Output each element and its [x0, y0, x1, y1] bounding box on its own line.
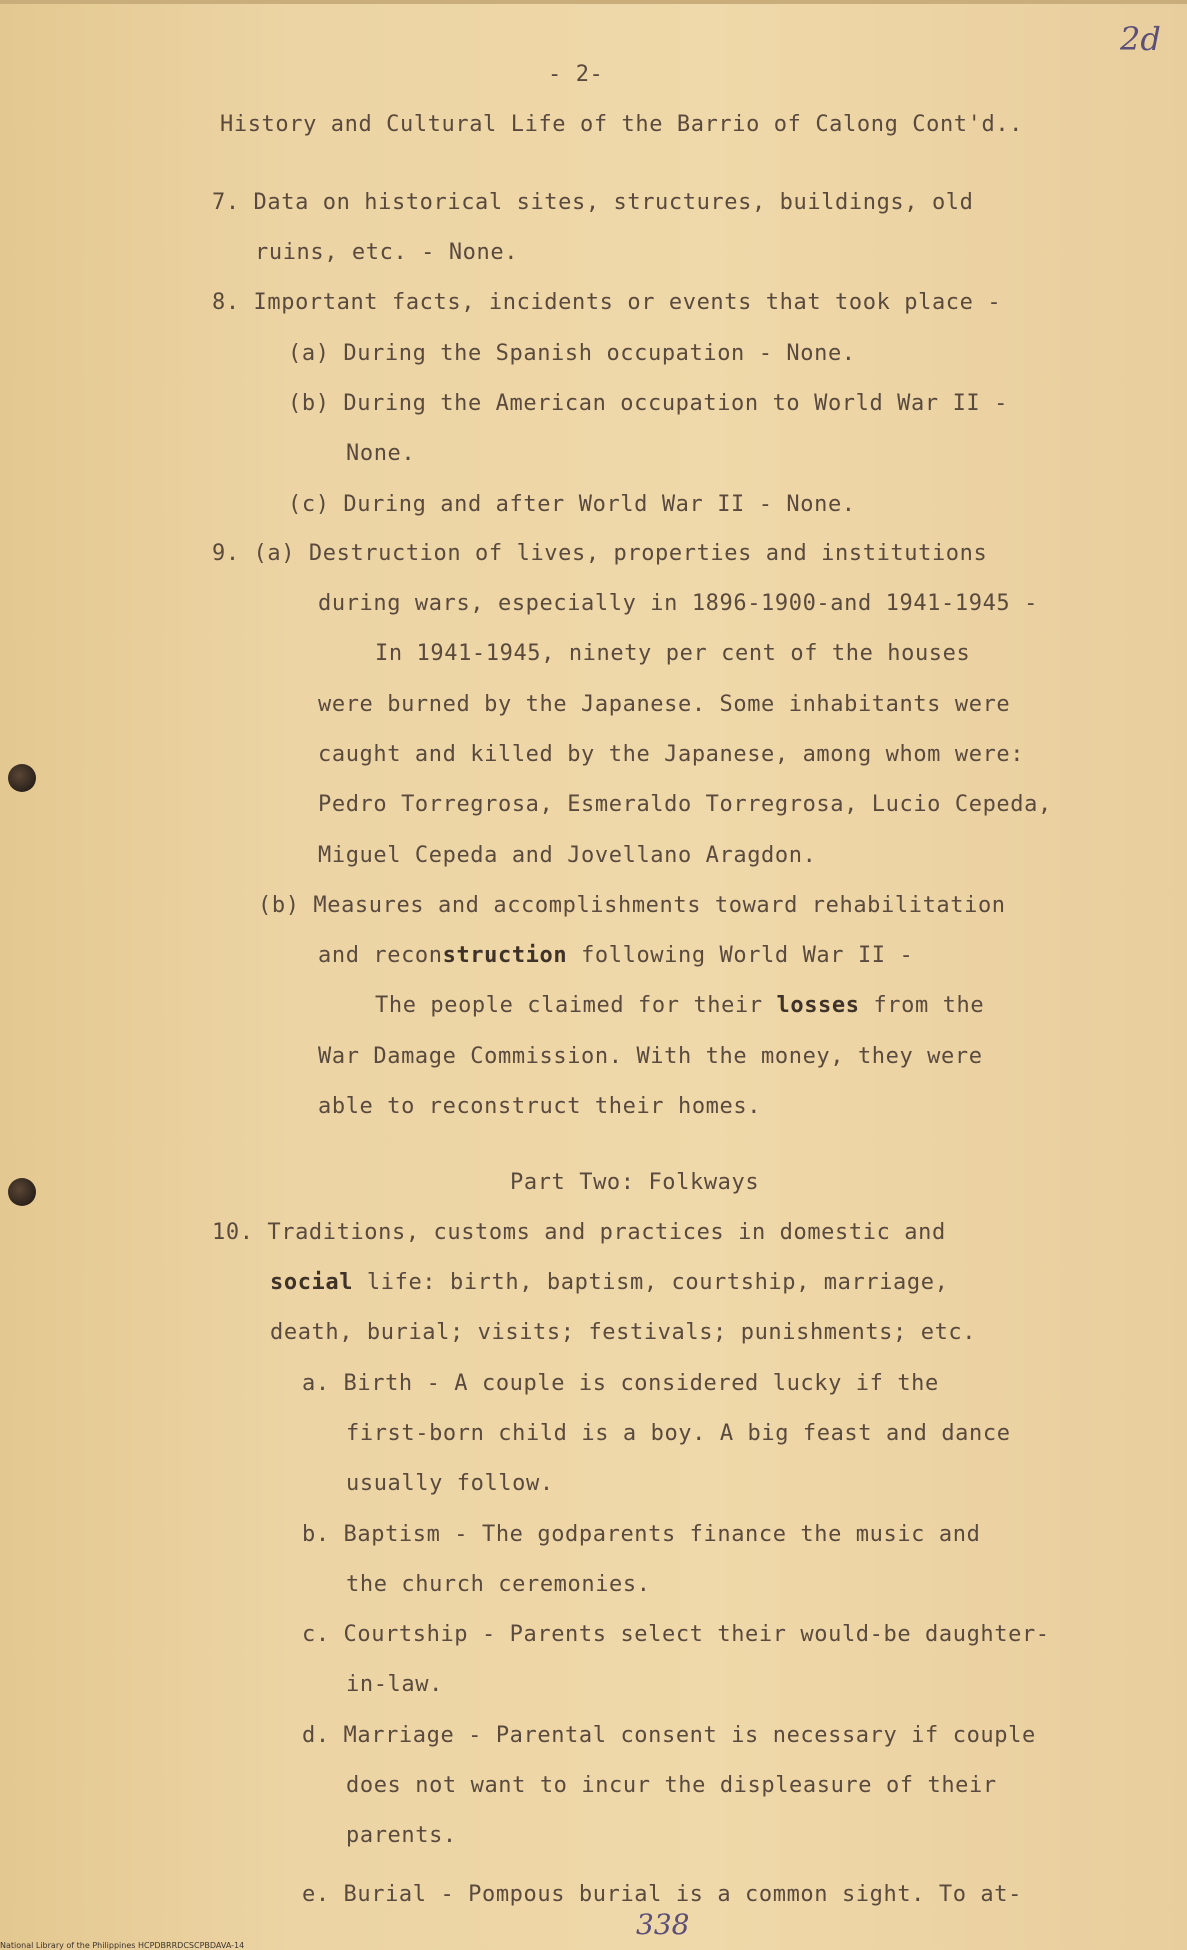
part-two-heading: Part Two: Folkways: [510, 1170, 760, 1195]
item-9b-line-4: War Damage Commission. With the money, they were: [318, 1044, 983, 1069]
item-8b-line-1: (b) During the American occupation to World War II -: [288, 391, 1008, 416]
item-8-heading: 8. Important facts, incidents or events that took place -: [212, 290, 1002, 315]
item-10d-line-3: parents.: [346, 1823, 457, 1848]
item-9b-line-2: [318, 943, 913, 968]
item-7-line-2: ruins, etc. - None.: [255, 240, 519, 265]
handwritten-page-number: 2d: [1120, 20, 1161, 58]
item-8b-line-2: None.: [346, 441, 416, 466]
item-9a-line-1: 9. (a) Destruction of lives, properties and institutions: [212, 541, 988, 566]
item-10-line-2: [270, 1270, 948, 1295]
item-9a-line-4: were burned by the Japanese. Some inhabitants were: [318, 692, 1011, 717]
item-10b-line-2: the church ceremonies.: [346, 1572, 651, 1597]
item-10-line-2-bold: social: [270, 1270, 354, 1295]
page-mark: - 2-: [548, 62, 604, 87]
item-8c: (c) During and after World War II - None.: [288, 492, 856, 517]
item-10c-line-2: in-law.: [346, 1672, 443, 1697]
item-10-line-2-rest: life: birth, baptism, courtship, marriage,: [353, 1270, 949, 1295]
item-10a-line-2: first-born child is a boy. A big feast and dance: [346, 1421, 1011, 1446]
item-7-line-1: 7. Data on historical sites, structures, buildings, old: [212, 190, 974, 215]
item-10d-line-1: d. Marriage - Parental consent is necessary if couple: [302, 1723, 1036, 1748]
item-10e-line-1: e. Burial - Pompous burial is a common sight. To at-: [302, 1882, 1022, 1907]
item-10a-line-1: a. Birth - A couple is considered lucky if the: [302, 1371, 939, 1396]
item-9b-line-2-rest: following World War II -: [567, 943, 914, 968]
item-9b-line-2-bold: struction: [442, 943, 568, 968]
item-8a: (a) During the Spanish occupation - None.: [288, 341, 856, 366]
item-9a-line-2: during wars, especially in 1896-1900-and 1941-1945 -: [318, 591, 1038, 616]
item-9a-line-3: In 1941-1945, ninety per cent of the houses: [375, 641, 971, 666]
item-9b-line-1: (b) Measures and accomplishments toward rehabilitation: [258, 893, 1006, 918]
item-9b-line-5: able to reconstruct their homes.: [318, 1094, 762, 1119]
item-9a-line-5: caught and killed by the Japanese, among whom were:: [318, 742, 1025, 767]
item-9b-line-2-text: and recon: [318, 943, 443, 968]
item-10c-line-1: c. Courtship - Parents select their would-be daughter-: [302, 1622, 1050, 1647]
item-9b-line-3-text: The people claimed for their: [375, 993, 777, 1018]
item-10-line-1: 10. Traditions, customs and practices in domestic and: [212, 1220, 946, 1245]
item-10a-line-3: usually follow.: [346, 1471, 554, 1496]
item-10b-line-1: b. Baptism - The godparents finance the music and: [302, 1522, 981, 1547]
page-title: History and Cultural Life of the Barrio of Calong Cont'd..: [220, 112, 1024, 137]
item-9b-line-3-bold: losses: [776, 993, 860, 1018]
item-9b-line-3-rest: from the: [859, 993, 985, 1018]
item-9a-line-6: Pedro Torregrosa, Esmeraldo Torregrosa, Lucio Cepeda,: [318, 792, 1052, 817]
item-10-line-3: death, burial; visits; festivals; punishments; etc.: [270, 1320, 977, 1345]
binder-hole-bottom: [8, 1178, 36, 1206]
binder-hole-top: [8, 764, 36, 792]
archive-footer: National Library of the Philippines HCPDBRRDCSCPBDAVA-14: [0, 1941, 245, 1950]
item-9b-line-3: [375, 993, 984, 1018]
item-9a-line-7: Miguel Cepeda and Jovellano Aragdon.: [318, 843, 817, 868]
page-top-edge: [0, 0, 1187, 4]
handwritten-bottom-number: 338: [636, 1908, 690, 1941]
item-10d-line-2: does not want to incur the displeasure of their: [346, 1773, 997, 1798]
